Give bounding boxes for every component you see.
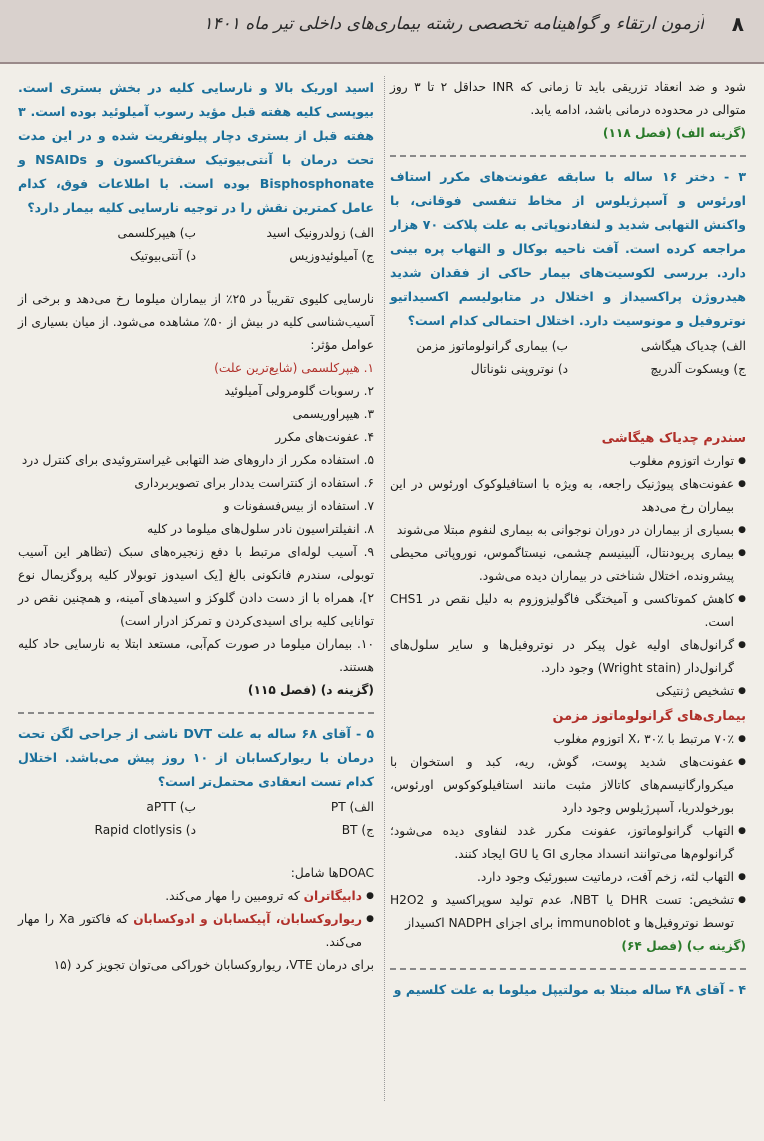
list-item: ۴. عفونت‌های مکرر [275,430,374,444]
question-divider [390,155,746,157]
blank-space [390,387,746,417]
blank-space [18,274,374,288]
blank-space [18,848,374,862]
list-item: ● بسیاری از بیماران در دوران نوجوانی به بیماری لنفوم مبتلا می‌شوند [390,519,734,542]
question-3-options [390,335,746,381]
question-divider [18,712,374,714]
option-d: د) آنتی‌بیوتیک [129,249,196,263]
list-item [18,885,362,908]
option-a: الف) چدیاک هیگاشی [640,339,746,353]
list-item: ● کاهش کموتاکسی و آمیختگی فاگولیزوزوم به دلیل نقص در CHS1 است. [390,588,734,634]
question-3: ۳ - دختر ۱۶ ساله با سابقه عفونت‌های مکرر استاف اورئوس و آسپرژیلوس از مخاط تنفسی فوقانی، با واکنش التهابی شدید و لنفادنوپاتی به علت پلاکت ۷۰ هزار مراجعه کرده است. آفت ناحیه بوکال و التهاب پره بینی دارد. بررسی لکوسیت‌های بیمار حاکی از فقدان شدید هیدروژن پراکسیداز و اختلال در متابولیسم اکسیداتیو نوتروفیل و مونوسیت دارد. اختلال احتمالی کدام است؟ [390,169,746,328]
question-4-options [18,222,374,268]
list-item: ۶. استفاده از کنتراست یددار برای تصویربرداری [134,476,374,490]
page-header [0,0,764,64]
list-item: ● گرانول‌های اولیه غول پیکر در نوتروفیل‌ها و سایر سلول‌های گرانول‌دار (Wright stain) وجود دارد. [390,634,734,680]
list-item: ● تشخیص: تست DHR یا NBT، عدم تولید سوپراکسید و H2O2 توسط نوتروفیل‌ها و immunoblot برای اجزای NADPH اکسیداز [390,889,734,935]
page-number: ۸ [731,12,744,36]
list-item: ۷. استفاده از بیس‌فسفونات و [223,499,374,513]
list-item: ۹. آسیب لوله‌ای مرتبط با دفع زنجیره‌های سبک (تظاهر این آسیب توبولی، سندرم فانکونی بالغ [یک اسیدوز توبولار کلیه پروگزیمال نوع ۲]، همراه با از دست دادن گلوکز و اسیدهای آمینه، و همچنین نقص در توانایی کلیه برای اسیدی‌کردن و تمرکز ادرار است) [18,545,374,628]
list-item: ● تشخیص ژنتیکی [390,680,734,703]
list-item: ● عفونت‌های پیوژنیک راجعه، به ویژه با استافیلوکوک اورئوس در این بیماران رخ می‌دهد [390,473,734,519]
list-item [18,908,362,954]
list-item: ● التهاب گرانولوماتوز، عفونت مکرر غدد لنفاوی دیده می‌شود؛ گرانولوم‌ها می‌توانند انسداد مجاری GI یا GU ایجاد کنند. [390,820,734,866]
doac-drug: دابیگاتران [303,889,362,903]
list-item: ● عفونت‌های شدید پوست، گوش، ریه، کبد و استخوان با میکروارگانیسم‌های کاتالاز مثبت مانند استافیلوکوکوس اورئوس، بورخولدریا، آسپرژیلوس وجود دارد [390,751,734,820]
cgd-answer: (گزینه ب) (فصل ۶۴) [621,939,746,953]
list-item: ۲. رسوبات گلومرولی آمیلوئید [224,384,374,398]
doac-drug: ریواروکسابان، آپیکسابان و ادوکسابان [133,912,362,926]
q4-answer: (گزینه د) (فصل ۱۱۵) [247,683,374,697]
question-5-options [18,796,374,842]
section-chediak-title: سندرم چدیاک هیگاشی [601,431,746,446]
option-b: ب) هیپرکلسمی [117,226,196,240]
list-item: ۱۰. بیماران میلوما در صورت کم‌آبی، مستعد ابتلا به نارسایی حاد کلیه هستند. [18,637,374,674]
question-5: ۵ - آقای ۶۸ ساله به علت DVT ناشی از جراحی لگن تحت درمان با ریوارکسابان از ۱۰ روز پیش می‌باشد. اختلال کدام تست انعقادی محتمل‌تر است؟ [18,726,374,789]
option-c: ج) آمیلوئیدوزیس [289,249,374,263]
list-item: ۸. انفیلتراسیون نادر سلول‌های میلوما در کلیه [147,522,374,536]
list-item: ۵. استفاده مکرر از داروهای ضد التهابی غیراستروئیدی برای کنترل درد [21,453,374,467]
question-divider [390,968,746,970]
right-column [390,76,746,1131]
option-a: الف) زولدرونیک اسید [266,226,374,240]
option-c: ج) BT [341,823,374,837]
section-cgd-title: بیماری‌های گرانولوماتوز مزمن [552,709,746,724]
list-item: ۳. هیپراوریسمی [292,407,374,421]
option-d: د) نوتروپنی نئوناتال [470,362,568,376]
doac-tail: برای درمان VTE، ریواروکسابان خوراکی می‌توان تجویز کرد (۱۵ [53,958,374,972]
doac-list [18,885,374,954]
option-a: الف) PT [330,800,374,814]
intro-text: شود و ضد انعقاد تزریقی باید تا زمانی که INR حداقل ۲ تا ۳ روز متوالی در محدوده درمانی باشد، ادامه یابد. [390,80,746,117]
header-title: آزمون ارتقاء و گواهینامه تخصصی رشته بیماری‌های داخلی تیر ماه ۱۴۰۱ [203,14,704,34]
option-c: ج) ویسکوت آلدریچ [650,362,746,376]
section-chediak-list [390,450,746,703]
list-item: ● التهاب لثه، زخم آفت، درماتیت سبورئیک وجود دارد. [390,866,734,889]
list-item: ● توارث اتوزوم مغلوب [390,450,734,473]
doac-title: DOACها شامل: [290,866,374,880]
doac-desc: که ترومبین را مهار می‌کند. [165,889,304,903]
option-b: ب) بیماری گرانولوماتوز مزمن [416,339,568,353]
renal-factors-list [18,380,374,679]
doac-desc: که فاکتور Xa را مهار می‌کند. [18,912,362,949]
intro-answer: (گزینه الف) (فصل ۱۱۸) [602,126,746,140]
list-item: ● بیماری پریودنتال، آلبینیسم چشمی، نیستاگموس، نوروپاتی محیطی پیشرونده، اختلال شناختی در بیماران دیده می‌شود. [390,542,734,588]
question-4-start: ۴ - آقای ۴۸ ساله مبتلا به مولتیپل میلوما به علت کلسیم و [393,982,746,997]
column-divider [384,76,385,1101]
renal-failure-intro: نارسایی کلیوی تقریباً در ۲۵٪ از بیماران میلوما رخ می‌دهد و برخی از آسیب‌شناسی کلیه در بیش از ۵۰٪ مشاهده می‌شود. از میان بسیاری از عوامل مؤثر: [18,292,375,352]
option-b: ب) aPTT [146,800,196,814]
section-cgd-list [390,728,746,935]
left-column [18,76,374,1131]
question-4-continued: اسید اوریک بالا و نارسایی کلیه در بخش بستری است. بیوپسی کلیه هفته قبل مؤید رسوب آمیلوئید بوده است. ۳ هفته قبل از بستری دچار پیلونفریت شده و در این مدت تحت درمان با آنتی‌بیوتیک سفتریاکسون و NSAIDs و Bisphosphonate بوده است. با اطلاعات فوق، کدام عامل کمترین نقش را در توجیه نارسایی کلیه بیمار دارد؟ [18,80,374,215]
option-d: د) Rapid clotlysis [94,823,196,837]
list-item: ● ۷۰٪ مرتبط با X، ۳۰٪ اتوزوم مغلوب [390,728,734,751]
factor-hypercalcemia: ۱. هیپرکلسمی (شایع‌ترین علت) [214,361,374,375]
